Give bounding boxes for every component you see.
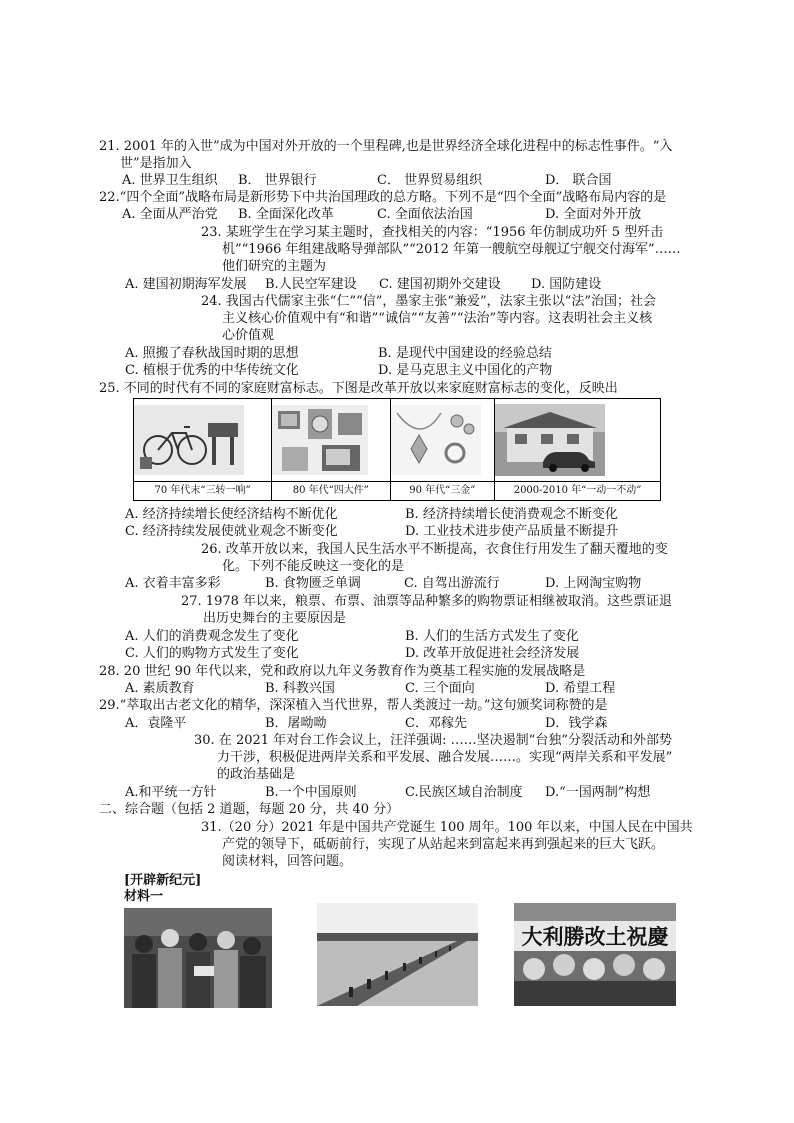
q21-stem-line1: 21. 2001 年的入世”成为中国对外开放的一个里程碑,也是世界经济全球化进程中的标志性事件。“入 <box>99 139 673 154</box>
house-car-icon <box>495 404 605 476</box>
q27-option-b[interactable]: B. 人们的生活方式发生了变化 <box>405 629 579 644</box>
q30-stem-line3: 的政治基础是 <box>217 767 296 782</box>
caption-90s: 90 年代“三金” <box>390 482 495 501</box>
q22-option-a[interactable]: A. 全面从严治党 <box>122 207 218 222</box>
jewelry-icon <box>391 405 481 475</box>
q23-option-c[interactable]: C. 建国初期外交建设 <box>379 277 501 292</box>
q29-option-b[interactable]: B．屠呦呦 <box>265 716 327 731</box>
q28-stem-line1: 28. 20 世纪 90 年代以来，党和政府以九年义务教育作为奠基工程实施的发展战略是 <box>99 664 586 679</box>
q22-option-b[interactable]: B. 全面深化改革 <box>238 207 334 222</box>
q23-option-d[interactable]: D. 国防建设 <box>531 277 602 292</box>
q26-option-b[interactable]: B. 食物匮乏单调 <box>265 576 361 591</box>
wealth-symbols-table <box>133 398 661 501</box>
q21-option-c[interactable]: C． 世界贸易组织 <box>377 173 483 188</box>
caption-80s: 80 年代“四大件” <box>272 482 390 501</box>
q21-option-d[interactable]: D． 联合国 <box>545 173 612 188</box>
q31-section-tag: [开辟新纪元] <box>124 873 202 888</box>
q31-stem-line3: 阅读材料，回答问题。 <box>222 854 353 869</box>
q30-option-d[interactable]: D.“一国两制”构想 <box>545 785 651 800</box>
q21-option-b[interactable]: B． 世界银行 <box>238 173 317 188</box>
q25-option-b[interactable]: B. 经济持续增长使消费观念不断变化 <box>405 507 618 522</box>
q21-stem-line2: 世”是指加入 <box>120 156 192 171</box>
q23-option-a[interactable]: A. 建国初期海军发展 <box>125 277 247 292</box>
q31-stem-line1: 31.（20 分）2021 年是中国共产党诞生 100 周年。100 年以来，中国人民在中国共 <box>201 820 693 835</box>
q30-option-b[interactable]: B.一个中国原则 <box>265 785 357 800</box>
q28-option-a[interactable]: A. 素质教育 <box>125 681 195 696</box>
q24-option-c[interactable]: C. 植根于优秀的中华传统文化 <box>125 363 299 378</box>
q22-stem-line1: 22.“四个全面”战略布局是新形势下中共治国理政的总方略。下列不是“四个全面”战略布局内容的是 <box>99 190 667 205</box>
q24-stem-line2: 主义核心价值观中有“和谐”“诚信”“友善”“法治”等内容。这表明社会主义核 <box>222 311 653 326</box>
wealth-image-90s <box>390 399 495 482</box>
caption-2000s: 2000-2010 年“一动一不动” <box>495 482 661 501</box>
q24-stem-line3: 心价值观 <box>222 328 275 343</box>
q27-option-a[interactable]: A. 人们的消费观念发生了变化 <box>125 629 299 644</box>
q23-option-b[interactable]: B.人民空军建设 <box>265 277 357 292</box>
q30-stem-line1: 30. 在 2021 年对台工作会议上，汪洋强调: ……坚决遏制“台独”分裂活动和外部势 <box>194 733 672 748</box>
q26-stem-line2: 化。下列不能反映这一变化的是 <box>222 559 405 574</box>
q21-option-a[interactable]: A. 世界卫生组织 <box>122 173 218 188</box>
q24-option-b[interactable]: B. 是现代中国建设的经验总结 <box>378 346 552 361</box>
q26-option-d[interactable]: D. 上网淘宝购物 <box>545 576 642 591</box>
bicycle-sewing-machine-icon <box>134 405 244 475</box>
q25-option-d[interactable]: D. 工业技术进步使产品质量不断提升 <box>405 524 619 539</box>
q29-option-a[interactable]: A．袁隆平 <box>125 716 187 731</box>
q30-option-c[interactable]: C.民族区域自治制度 <box>405 785 523 800</box>
q27-option-d[interactable]: D. 改革开放促进社会经济发展 <box>405 646 580 661</box>
q25-option-a[interactable]: A. 经济持续增长使经济结构不断优化 <box>125 507 338 522</box>
q22-option-c[interactable]: C. 全面依法治国 <box>377 207 473 222</box>
q24-option-a[interactable]: A. 照搬了春秋战国时期的思想 <box>125 346 299 361</box>
wealth-image-2000s <box>495 399 661 482</box>
q23-stem-line2: 机”“1966 年组建战略导弹部队”“2012 年第一艘航空母舰辽宁舰交付海军”…… <box>222 242 681 257</box>
q27-option-c[interactable]: C. 人们的购物方式发生了变化 <box>125 646 299 661</box>
appliances-icon <box>272 405 368 475</box>
q23-stem-line3: 他们研究的主题为 <box>222 259 327 274</box>
q23-stem-line1: 23. 某班学生在学习某主题时，查找相关的内容：“1956 年仿制成功歼 5 型歼击 <box>201 225 664 240</box>
q29-option-d[interactable]: D．钱学森 <box>545 716 608 731</box>
q24-option-d[interactable]: D. 是马克思主义中国化的产物 <box>378 363 553 378</box>
historical-photo-river-crossing <box>317 903 478 1006</box>
q31-stem-line2: 产党的领导下，砥砺前行，实现了从站起来到富起来再到强起来的巨大飞跃。 <box>222 837 665 852</box>
caption-70s: 70 年代末“三转一响” <box>134 482 272 501</box>
q29-stem-line1: 29.“萃取出古老文化的精华，深深植入当代世界，帮人类渡过一劫。”这句颁奖词称赞的是 <box>99 698 608 713</box>
q27-stem-line1: 27. 1978 年以来，粮票、布票、油票等品种繁多的购物票证相继被取消。这些票证退 <box>181 594 673 609</box>
section2-heading: 二、综合题（包括 2 道题，每题 20 分，共 40 分） <box>99 802 400 817</box>
q26-option-c[interactable]: C. 自驾出游流行 <box>404 576 500 591</box>
wealth-image-70s <box>134 399 272 482</box>
banner-text: 大利勝改土祝慶 <box>521 924 669 949</box>
q31-material-label: 材料一 <box>124 889 164 904</box>
q24-stem-line1: 24. 我国古代儒家主张“仁”“信”，墨家主张“兼爱”，法家主张以“法”治国；社会 <box>201 294 656 309</box>
historical-photo-land-reform-celebration <box>514 903 676 1006</box>
q30-option-a[interactable]: A.和平统一方针 <box>125 785 217 800</box>
q27-stem-line2: 出历史舞台的主要原因是 <box>203 611 347 626</box>
q28-option-d[interactable]: D. 希望工程 <box>545 681 616 696</box>
q29-option-c[interactable]: C．邓稼先 <box>405 716 467 731</box>
q28-option-b[interactable]: B. 科教兴国 <box>265 681 335 696</box>
q22-option-d[interactable]: D. 全面对外开放 <box>545 207 642 222</box>
q26-option-a[interactable]: A. 衣着丰富多彩 <box>125 576 221 591</box>
historical-photo-crowd <box>124 908 272 1008</box>
q25-stem-line1: 25. 不同的时代有不同的家庭财富标志。下图是改革开放以来家庭财富标志的变化，反映出 <box>99 381 618 396</box>
q26-stem-line1: 26. 改革开放以来，我国人民生活水平不断提高，衣食住行用发生了翻天覆地的变 <box>201 542 668 557</box>
q30-stem-line2: 力干涉，积极促进两岸关系和平发展、融合发展……。实现“两岸关系和平发展” <box>217 750 673 765</box>
wealth-image-80s <box>272 399 390 482</box>
q25-option-c[interactable]: C. 经济持续发展使就业观念不断变化 <box>125 524 338 539</box>
q28-option-c[interactable]: C. 三个面向 <box>405 681 475 696</box>
